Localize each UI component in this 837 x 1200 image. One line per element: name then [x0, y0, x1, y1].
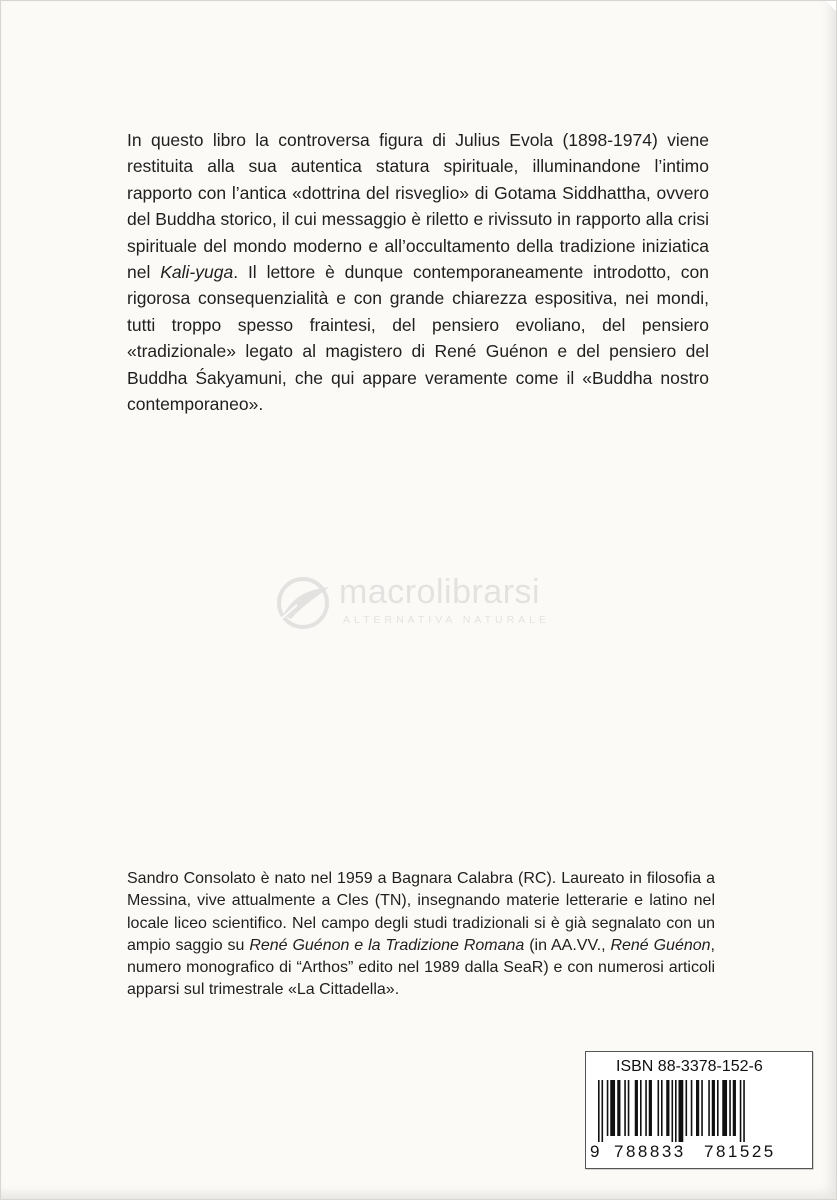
description-text-2: . Il lettore è dunque contemporaneamente introdotto, con rigorosa consequenzialità e con grande chiarezza espositiva, nei mondi, tutti troppo spesso fraintesi, del pensiero evoliano, del pensiero «tradizionale» legato al magistero di René Guénon e del pensiero del Buddha Śakyamuni, che qui appare veramente come il «Buddha nostro contemporaneo». [127, 262, 709, 415]
bio-italic-title-1: René Guénon e la Tradizione Romana [249, 936, 525, 954]
barcode-digits-right: 781525 [704, 1142, 776, 1161]
author-bio [127, 868, 715, 1002]
description-text-1: In questo libro la controversa figura di Julius Evola (1898-1974) viene restituita alla sua autentica statura spirituale, illuminandone l’intimo rapporto con l’antica «dottrina del risveglio» di Gotama Siddhattha, ovvero del Buddha storico, il cui messaggio è riletto e rivissuto in rapporto alla crisi spirituale del mondo moderno e all’occultamento della tradizione iniziatica nel [127, 130, 709, 283]
description-italic-term: Kali-yuga [160, 262, 234, 283]
leaf-logo-icon [273, 575, 333, 631]
book-description [127, 127, 709, 417]
barcode-digits-left: 788833 [614, 1142, 686, 1161]
isbn-barcode-label [585, 1051, 813, 1169]
isbn-number: ISBN 88-3378-152-6 [616, 1058, 763, 1075]
corner-fold [826, 1, 836, 11]
watermark-tagline: ALTERNATIVA NATURALE [343, 614, 550, 626]
barcode [596, 1080, 802, 1142]
bio-text-1: Sandro Consolato è nato nel 1959 a Bagnara Calabra (RC). Laureato in filosofia a Messina, vive attualmente a Cles (TN), insegnando materie letterarie e latino nel locale liceo scientifico. Nel campo degli studi tradizionali si è già segnalato con un ampio saggio su [127, 870, 715, 954]
bio-italic-title-2: René Guénon [610, 936, 711, 954]
barcode-lead-digit: 9 [590, 1142, 600, 1161]
bio-text-3: , numero monografico di “Arthos” edito nel 1989 dalla SeaR) e con numerosi articoli apparsi sul trimestrale «La Cittadella». [127, 936, 715, 999]
watermark-brand-name: macrolibrarsi [339, 573, 541, 611]
macrolibrarsi-watermark [273, 571, 583, 631]
bio-text-2: (in AA.VV., [524, 936, 611, 954]
